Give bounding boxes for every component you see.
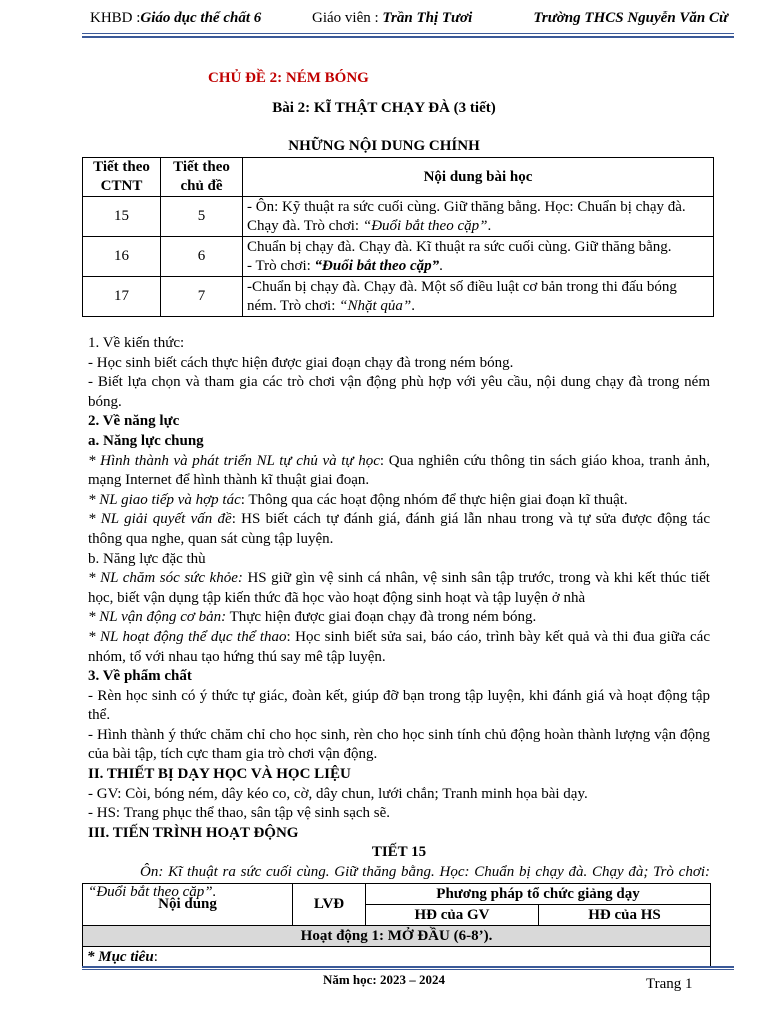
- footer-school-year: Năm học: 2023 – 2024: [322, 972, 446, 987]
- header-subject-prefix: KHBD :: [90, 10, 141, 26]
- period-description: Ôn: Kĩ thuật ra sức cuối cùng. Giữ thăng bằng. Học: Chuẩn bị chạy đà. Chạy đà; Trò chơi: “Đuổi bắt theo cặp”.: [88, 864, 710, 900]
- cell-content-game: “Đuổi bắt theo cặp”: [362, 217, 488, 234]
- general-competence-item: [88, 491, 710, 511]
- item-text: HS giữ gìn vệ sinh cá nhân, vệ sinh sân tập trước, trong và khi kết thúc tiết học, biết vận dụng tập kiến thức đã học vào hoạt động sinh hoạt và tập luyện ở nhà: [88, 570, 710, 606]
- plan-header-lvd: LVĐ: [293, 884, 366, 926]
- cell-ctnt: 15: [83, 197, 161, 237]
- competence-title: 2. Về năng lực: [88, 413, 180, 430]
- cell-chude: 5: [161, 197, 243, 237]
- objective-row: [83, 947, 711, 968]
- item-text: Thực hiện được giai đoạn chạy đà trong ném bóng.: [226, 609, 537, 626]
- cell-content: [243, 277, 714, 317]
- objective-label: * Mục tiêu: [87, 948, 154, 965]
- quality-item: - Hình thành ý thức chăm chỉ cho học sinh, rèn cho học sinh tính chủ động hoàn thành lượng vận động của bài tập, tích cực tham gia trò chơi vận động.: [88, 726, 710, 763]
- item-label: * NL hoạt động thể dục thể thao: [88, 628, 287, 645]
- quality-title: 3. Về phẩm chất: [88, 668, 192, 685]
- header-subject: [90, 10, 261, 27]
- item-text: : Học sinh biết sửa sai, báo cáo, trình bày kết quả và thi đua giữa các nhóm, tổ với nhau tạo hứng thú say mê tập luyện.: [88, 628, 710, 665]
- header-teacher-name: Trần Thị Tươi: [382, 10, 473, 26]
- specific-competence-title: b. Năng lực đặc thù: [88, 550, 206, 567]
- table-row: [83, 237, 714, 277]
- header-content: Nội dung bài học: [243, 158, 714, 197]
- equipment-item: - HS: Trang phục thể thao, sân tập vệ sinh sạch sẽ.: [88, 805, 391, 822]
- cell-chude: 6: [161, 237, 243, 277]
- content-heading: NHỮNG NỘI DUNG CHÍNH: [288, 138, 480, 154]
- cell-content-text: - Ôn: Kỹ thuật ra sức cuối cùng. Giữ thăng bằng. Học: Chuẩn bị chạy đà. Chạy đà. Trò chơi:: [247, 198, 686, 234]
- item-text: : Qua nghiên cứu thông tin sách giáo khoa, tranh ảnh, mạng Internet để hình thành kĩ thuật giai đoạn.: [88, 452, 710, 489]
- equipment-item: - GV: Còi, bóng ném, dây kéo co, cờ, dây chun, lưới chắn; Tranh minh họa bài dạy.: [88, 785, 588, 802]
- page-number: Trang 1: [646, 976, 693, 992]
- footer-rule-thick: [82, 966, 734, 968]
- table-row: [83, 277, 714, 317]
- plan-header-gv: HĐ của GV: [366, 905, 539, 926]
- header-teacher-prefix: Giáo viên :: [312, 10, 383, 26]
- specific-competence-item: [88, 628, 710, 667]
- item-label: * NL giao tiếp và hợp tác: [88, 491, 241, 508]
- cell-chude: 7: [161, 277, 243, 317]
- cell-content-end: .: [439, 257, 443, 274]
- item-label: * NL giải quyết vấn đề: [88, 511, 232, 528]
- header-subject-name: Giáo dục thể chất 6: [140, 10, 262, 26]
- period-title: TIẾT 15: [371, 844, 427, 861]
- activity-1-title: Hoạt động 1: MỞ ĐẦU (6-8’).: [83, 926, 711, 947]
- main-content-table: [82, 157, 714, 317]
- item-label: * Hình thành và phát triển NL tự chủ và tự học: [88, 452, 380, 469]
- knowledge-item: - Biết lựa chọn và tham gia các trò chơi vận động phù hợp với yêu cầu, nội dung chạy đà trong ném bóng.: [88, 374, 710, 410]
- cell-content-text: - Trò chơi:: [247, 257, 315, 274]
- cell-content-game: “Nhặt qủa”: [339, 297, 412, 314]
- cell-content-text: -Chuẩn bị chạy đà. Chạy đà. Một số điều luật cơ bản trong thi đấu bóng ném. Trò chơi:: [247, 278, 677, 314]
- cell-content: [243, 237, 714, 277]
- header-teacher: [312, 10, 472, 27]
- cell-content: [243, 197, 714, 237]
- header-school: [533, 10, 728, 27]
- knowledge-title: 1. Về kiến thức:: [88, 335, 185, 351]
- objective-colon: :: [153, 948, 158, 965]
- footer-rule-thin: [82, 969, 734, 970]
- cell-ctnt: 17: [83, 277, 161, 317]
- general-competence-item: [88, 452, 710, 491]
- cell-content-line1: Chuẩn bị chạy đà. Chạy đà. Kĩ thuật ra sức cuối cùng. Giữ thăng bằng.: [247, 238, 672, 255]
- page-header: [90, 10, 728, 32]
- general-competence-title: a. Năng lực chung: [88, 432, 204, 449]
- table-row: [83, 197, 714, 237]
- cell-content-end: .: [411, 297, 415, 314]
- header-rule-thin: [82, 33, 734, 34]
- plan-header-hs: HĐ của HS: [539, 905, 711, 926]
- cell-ctnt: 16: [83, 237, 161, 277]
- table-header-row: [83, 158, 714, 197]
- objective-cell: [83, 947, 711, 968]
- item-text: : HS biết cách tự đánh giá, đánh giá lẫn nhau trong và tự sửa được động tác thông qua nghe, quan sát cùng tập luyện.: [88, 511, 710, 547]
- header-chude: Tiết theo chủ đề: [161, 158, 243, 197]
- lesson-title: Bài 2: KĨ THẬT CHẠY ĐÀ (3 tiết): [272, 100, 496, 116]
- plan-header-content: Nội dung: [83, 884, 293, 926]
- general-competence-item: [88, 510, 710, 549]
- process-title: III. TIẾN TRÌNH HOẠT ĐỘNG: [88, 824, 299, 841]
- plan-header-row: [83, 884, 711, 905]
- specific-competence-item: [88, 569, 710, 608]
- lesson-body: [88, 334, 710, 902]
- plan-header-method: Phương pháp tổ chức giảng dạy: [366, 884, 711, 905]
- knowledge-item: - Học sinh biết cách thực hiện được giai đoạn chạy đà trong ném bóng.: [88, 354, 514, 371]
- header-ctnt: Tiết theo CTNT: [83, 158, 161, 197]
- topic-title: CHỦ ĐỀ 2: NÉM BÓNG: [208, 70, 369, 86]
- specific-competence-item: [88, 608, 710, 628]
- header-school-name: Trường THCS Nguyễn Văn Cừ: [533, 10, 728, 26]
- item-label: * NL chăm sóc sức khỏe:: [88, 570, 243, 587]
- item-label: * NL vận động cơ bản:: [88, 609, 227, 626]
- quality-item: - Rèn học sinh có ý thức tự giác, đoàn kết, giúp đỡ bạn trong tập luyện, khi đánh giá và hoạt động tập thể.: [88, 687, 710, 724]
- equipment-title: II. THIẾT BỊ DẠY HỌC VÀ HỌC LIỆU: [88, 766, 351, 783]
- item-text: : Thông qua các hoạt động nhóm để thực hiện giai đoạn kĩ thuật.: [240, 491, 628, 508]
- activity-row: [83, 926, 711, 947]
- cell-content-game: “Đuổi bắt theo cặp”: [314, 257, 440, 274]
- cell-content-end: .: [487, 217, 492, 234]
- header-rule-thick: [82, 36, 734, 38]
- lesson-plan-table: [82, 883, 711, 968]
